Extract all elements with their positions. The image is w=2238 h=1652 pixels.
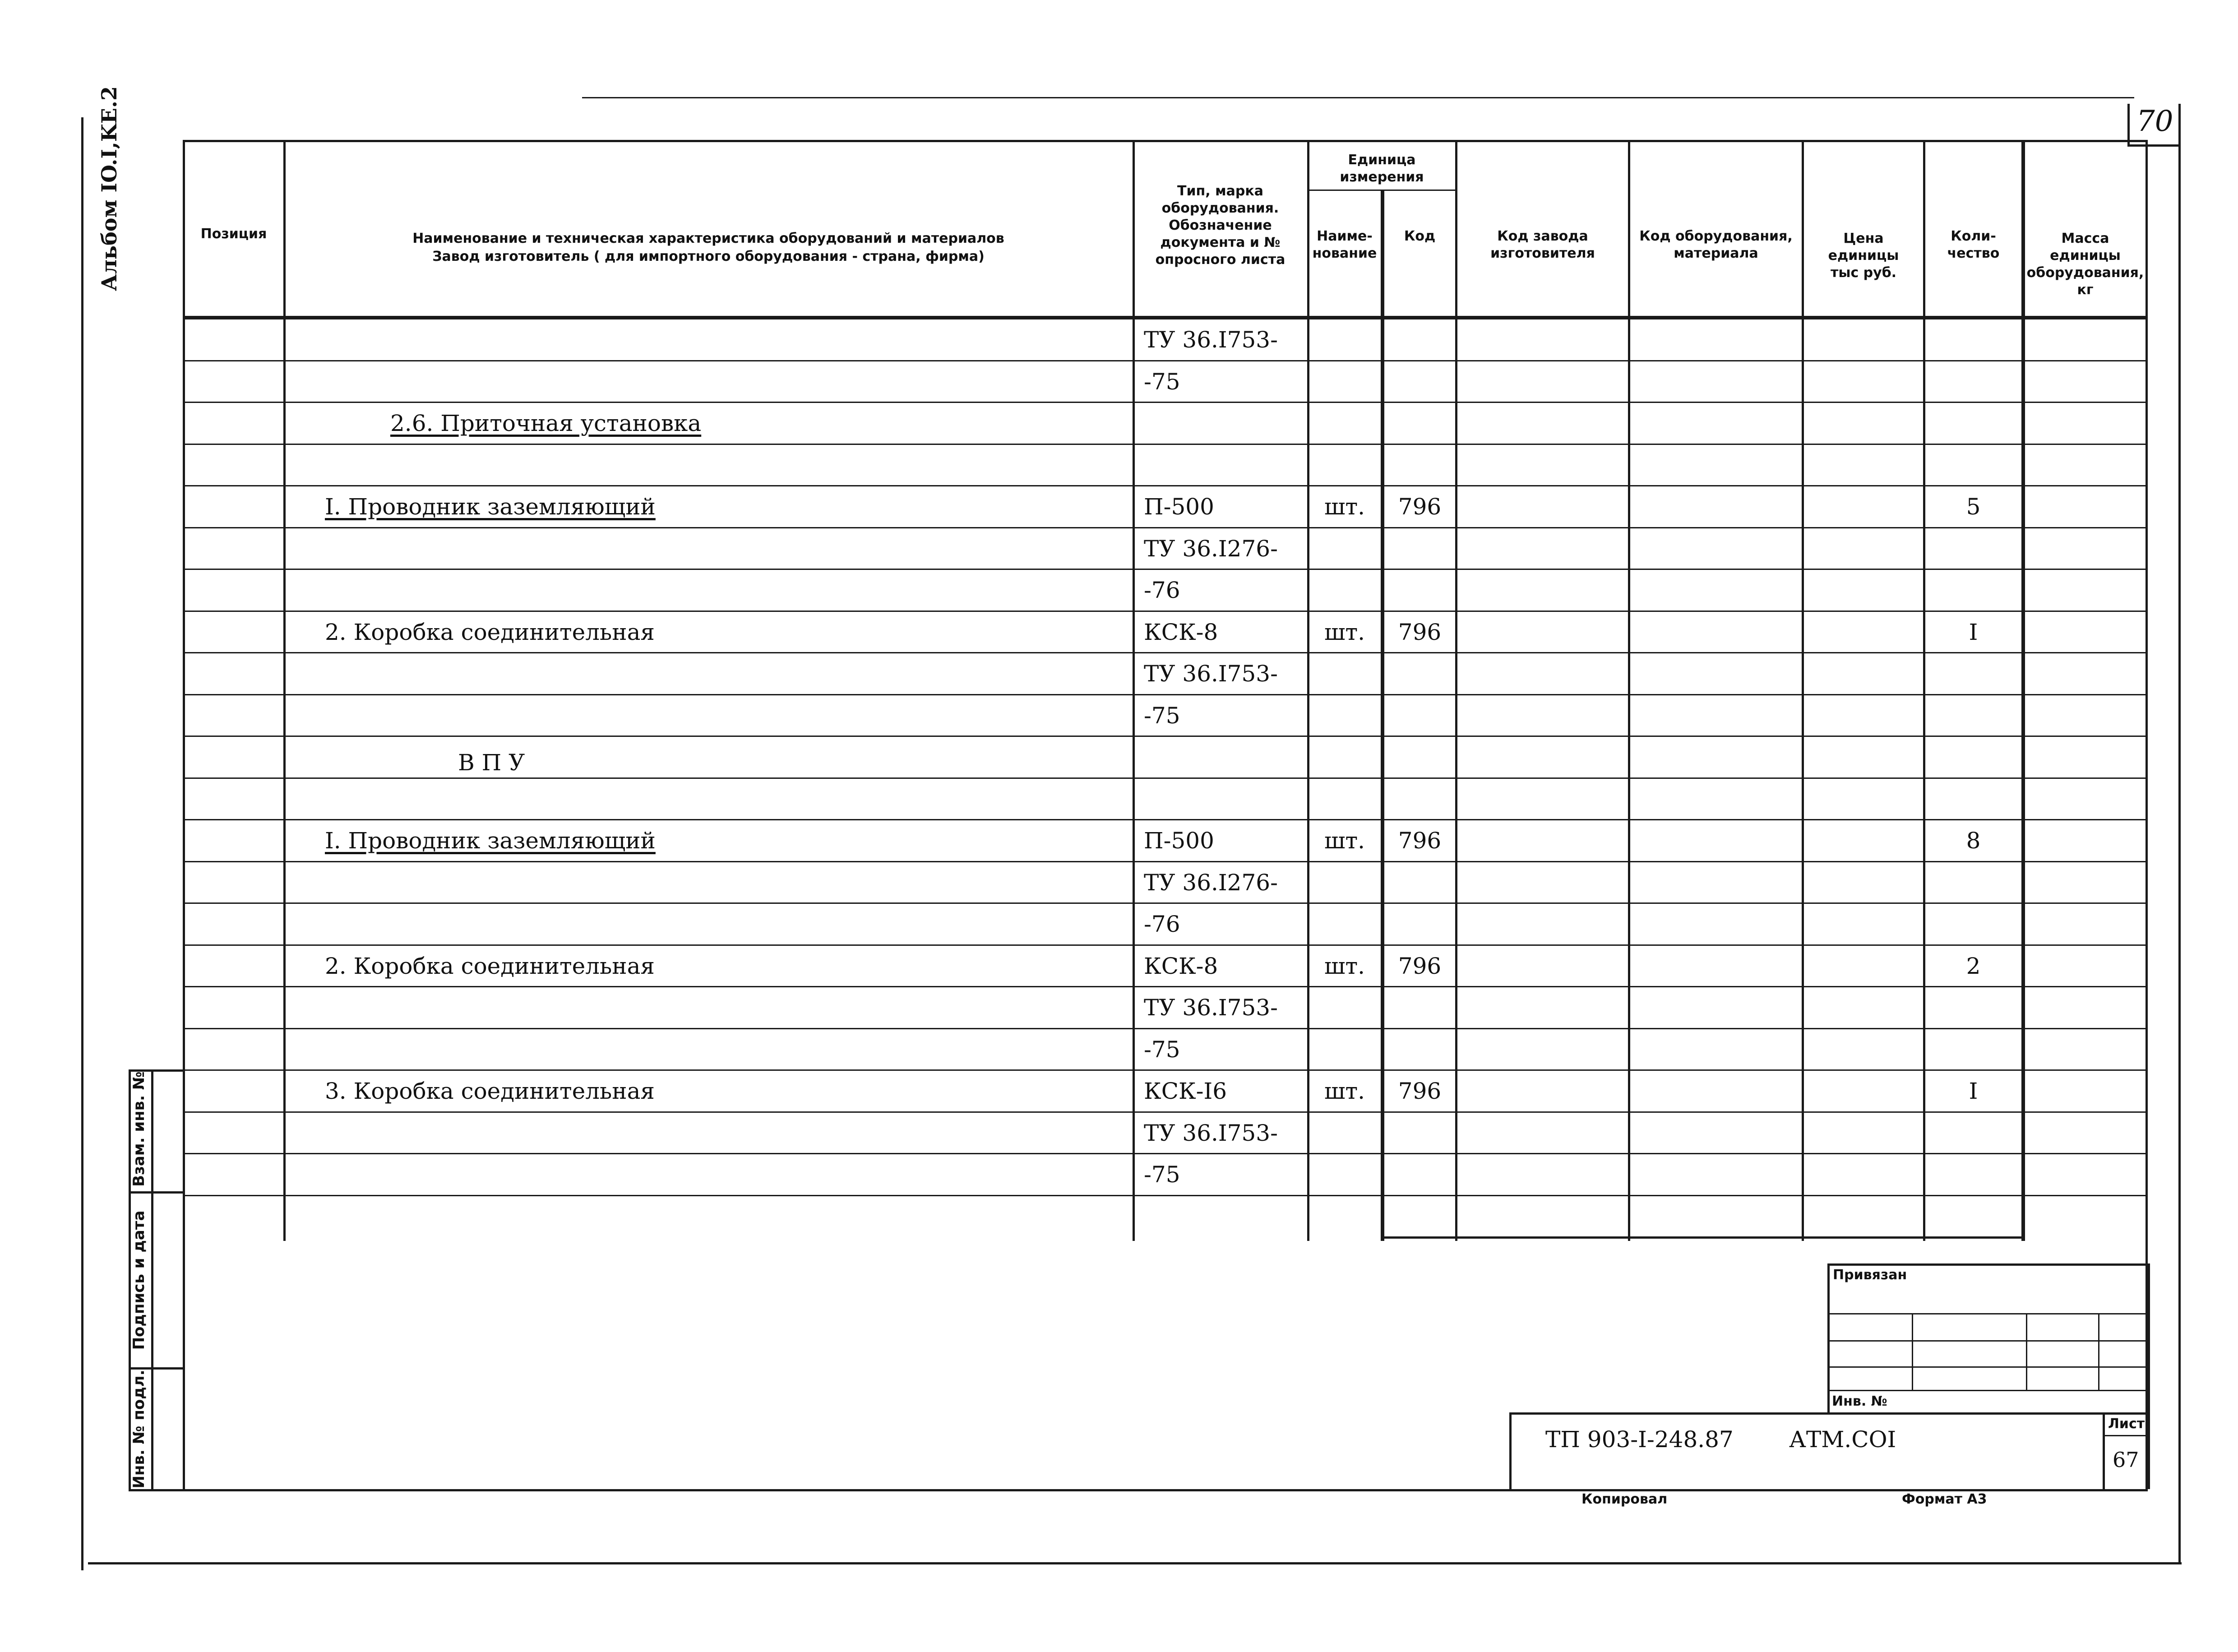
linked-rule-3: [1827, 1366, 2150, 1368]
row-rule: [185, 777, 2146, 779]
header-equipment-code: [1630, 228, 1802, 262]
frame-bottom-outer: [88, 1562, 2182, 1564]
cell-code: 796: [1398, 494, 1442, 520]
header-price-line: единицы: [1828, 248, 1899, 264]
header-type-doc-line: документа и №: [1160, 235, 1281, 250]
header-mass-line: кг: [2077, 282, 2094, 298]
header-type-doc: [1133, 183, 1307, 268]
linked-rule-2: [1827, 1340, 2150, 1342]
cell-unit: шт.: [1324, 828, 1365, 854]
frame-left-outer: [81, 117, 83, 1570]
cell-type: -76: [1144, 577, 1180, 603]
header-name-line2: Завод изготовитель ( для импортного оборудования - страна, фирма): [432, 249, 985, 264]
cell-type: -75: [1144, 369, 1180, 395]
linked-rule-4: [1827, 1390, 2150, 1391]
cell-type: П-500: [1144, 828, 1214, 854]
cell-type: КСК-I6: [1144, 1078, 1227, 1104]
cell-type: ТУ 36.I276-: [1144, 536, 1278, 562]
header-price: [1804, 230, 1923, 282]
header-type-doc-line: оборудования.: [1161, 200, 1279, 216]
col-divider-7: [1802, 140, 1804, 1241]
row-rule: [185, 902, 2146, 904]
col-divider-4: [1381, 190, 1384, 1241]
header-unit-name-line: Наиме-: [1317, 228, 1373, 244]
header-mass-line: единицы: [2050, 248, 2121, 264]
cell-name: 2.6. Приточная установка: [390, 410, 702, 436]
cell-qty: 8: [1966, 828, 1981, 854]
row-rule: [185, 652, 2146, 653]
header-mass-line: оборудования,: [2026, 265, 2144, 281]
cell-code: 796: [1398, 1078, 1442, 1104]
cell-unit: шт.: [1324, 1078, 1365, 1104]
row-rule: [185, 861, 2146, 862]
cell-qty: I: [1969, 1078, 1978, 1104]
cell-name: В П У: [458, 750, 525, 776]
body-bottom-rule: [1381, 1236, 2025, 1239]
cell-code: 796: [1398, 619, 1442, 645]
header-unit-group-line: Единица: [1348, 152, 1416, 168]
cell-type: КСК-8: [1144, 953, 1218, 979]
header-unit-name: [1309, 228, 1381, 262]
cell-type: П-500: [1144, 494, 1214, 520]
inv-no-label: Инв. №: [1832, 1393, 1887, 1409]
table-left-border: [183, 140, 185, 1491]
header-position: Позиция: [200, 226, 267, 242]
row-rule: [185, 444, 2146, 445]
header-factory-code-line: Код завода: [1497, 228, 1588, 244]
stamp-replaced-inv: Взам. инв. №: [130, 1071, 148, 1187]
header-price-line: тыс руб.: [1830, 265, 1897, 281]
cell-qty: I: [1969, 619, 1978, 645]
header-mass: [2025, 230, 2146, 299]
cell-unit: шт.: [1324, 953, 1365, 979]
cell-unit: шт.: [1324, 619, 1365, 645]
header-unit-code: Код: [1404, 228, 1436, 244]
sheet-number: 67: [2113, 1448, 2139, 1472]
linked-box: [1827, 1263, 2150, 1415]
header-type-doc-line: опросного листа: [1155, 252, 1285, 268]
row-rule: [185, 819, 2146, 820]
row-rule: [185, 1153, 2146, 1154]
header-quantity-line: Коли-: [1951, 228, 1996, 244]
row-rule: [185, 1069, 2146, 1071]
row-rule: [185, 944, 2146, 946]
row-rule: [185, 402, 2146, 403]
col-divider-1: [283, 140, 286, 1241]
top-rule: [582, 97, 2134, 98]
header-unit-group-line: измерения: [1340, 169, 1424, 185]
row-rule: [185, 1111, 2146, 1113]
row-rule: [185, 569, 2146, 570]
cell-name: I. Проводник заземляющий: [325, 828, 656, 854]
cell-qty: 2: [1966, 953, 1981, 979]
header-equipment-code-line: Код оборудования,: [1639, 228, 1793, 244]
sheet-label-rule: [2103, 1435, 2150, 1436]
row-rule: [185, 611, 2146, 612]
cell-name: I. Проводник заземляющий: [325, 494, 656, 520]
stamp-signature-date: Подпись и дата: [130, 1210, 148, 1350]
header-unit-group: [1309, 152, 1455, 186]
header-type-doc-line: Тип, марка: [1177, 183, 1263, 199]
unit-group-rule: [1307, 190, 1456, 191]
document-code: ТП 903-I-248.87: [1545, 1426, 1734, 1453]
cell-unit: шт.: [1324, 494, 1365, 520]
row-rule: [185, 986, 2146, 987]
col-divider-8: [1923, 140, 1925, 1241]
stamp-col-mid: [151, 1069, 153, 1489]
sheet-label: Лист: [2108, 1416, 2145, 1432]
cell-name: 2. Коробка соединительная: [325, 953, 655, 979]
cell-type: -75: [1144, 703, 1180, 729]
header-quantity: [1925, 228, 2021, 262]
row-rule: [185, 1028, 2146, 1029]
col-divider-6: [1628, 140, 1630, 1241]
cell-code: 796: [1398, 953, 1442, 979]
table-top-border: [183, 140, 2146, 142]
album-label: Альбом IO.I,KE.2: [97, 86, 121, 291]
col-divider-5: [1455, 140, 1457, 1241]
cell-name: 2. Коробка соединительная: [325, 619, 655, 645]
header-type-doc-line: Обозначение: [1169, 217, 1272, 233]
cell-type: ТУ 36.I276-: [1144, 870, 1278, 896]
sheet-divider: [2103, 1412, 2105, 1489]
header-name-line1: Наименование и техническая характеристика оборудований и материалов: [412, 231, 1004, 246]
col-divider-9: [2021, 140, 2025, 1241]
header-unit-name-line: нование: [1312, 245, 1377, 261]
header-equipment-code-line: материала: [1674, 245, 1758, 261]
handwritten-page-number: 70: [2136, 105, 2173, 138]
copied-label: Копировал: [1581, 1491, 1668, 1507]
document-mark: АТМ.COI: [1789, 1426, 1896, 1453]
cell-type: -75: [1144, 1037, 1180, 1063]
header-quantity-line: чество: [1947, 245, 2000, 261]
linked-col-1: [1912, 1313, 1913, 1390]
cell-type: -75: [1144, 1161, 1180, 1188]
format-label: Формат А3: [1902, 1491, 1987, 1507]
linked-col-2: [2026, 1313, 2027, 1390]
table-bottom-border: [183, 1489, 2148, 1491]
linked-rule-1: [1827, 1313, 2150, 1314]
cell-type: ТУ 36.I753-: [1144, 661, 1278, 687]
header-mass-line: Масса: [2061, 231, 2109, 246]
row-rule: [185, 527, 2146, 528]
row-rule: [185, 485, 2146, 486]
cell-name: 3. Коробка соединительная: [325, 1078, 655, 1104]
header-factory-code-line: изготовителя: [1490, 245, 1595, 261]
header-price-line: Цена: [1843, 231, 1884, 246]
header-factory-code: [1457, 228, 1628, 262]
cell-type: КСК-8: [1144, 619, 1218, 645]
stamp-inv-original: Инв. № подл.: [130, 1370, 148, 1489]
cell-code: 796: [1398, 828, 1442, 854]
linked-label: Привязан: [1833, 1267, 1907, 1283]
cell-type: ТУ 36.I753-: [1144, 995, 1278, 1021]
row-rule: [185, 1195, 2146, 1196]
row-rule: [185, 694, 2146, 695]
row-rule: [185, 736, 2146, 737]
linked-col-3: [2098, 1313, 2099, 1390]
frame-right-outer: [2178, 104, 2181, 1564]
col-divider-3: [1307, 140, 1309, 1241]
cell-type: ТУ 36.I753-: [1144, 327, 1278, 353]
cell-type: -76: [1144, 911, 1180, 937]
header-bottom-rule: [183, 316, 2146, 319]
row-rule: [185, 360, 2146, 361]
cell-type: ТУ 36.I753-: [1144, 1120, 1278, 1146]
cell-qty: 5: [1966, 494, 1981, 520]
col-divider-2: [1133, 140, 1135, 1241]
